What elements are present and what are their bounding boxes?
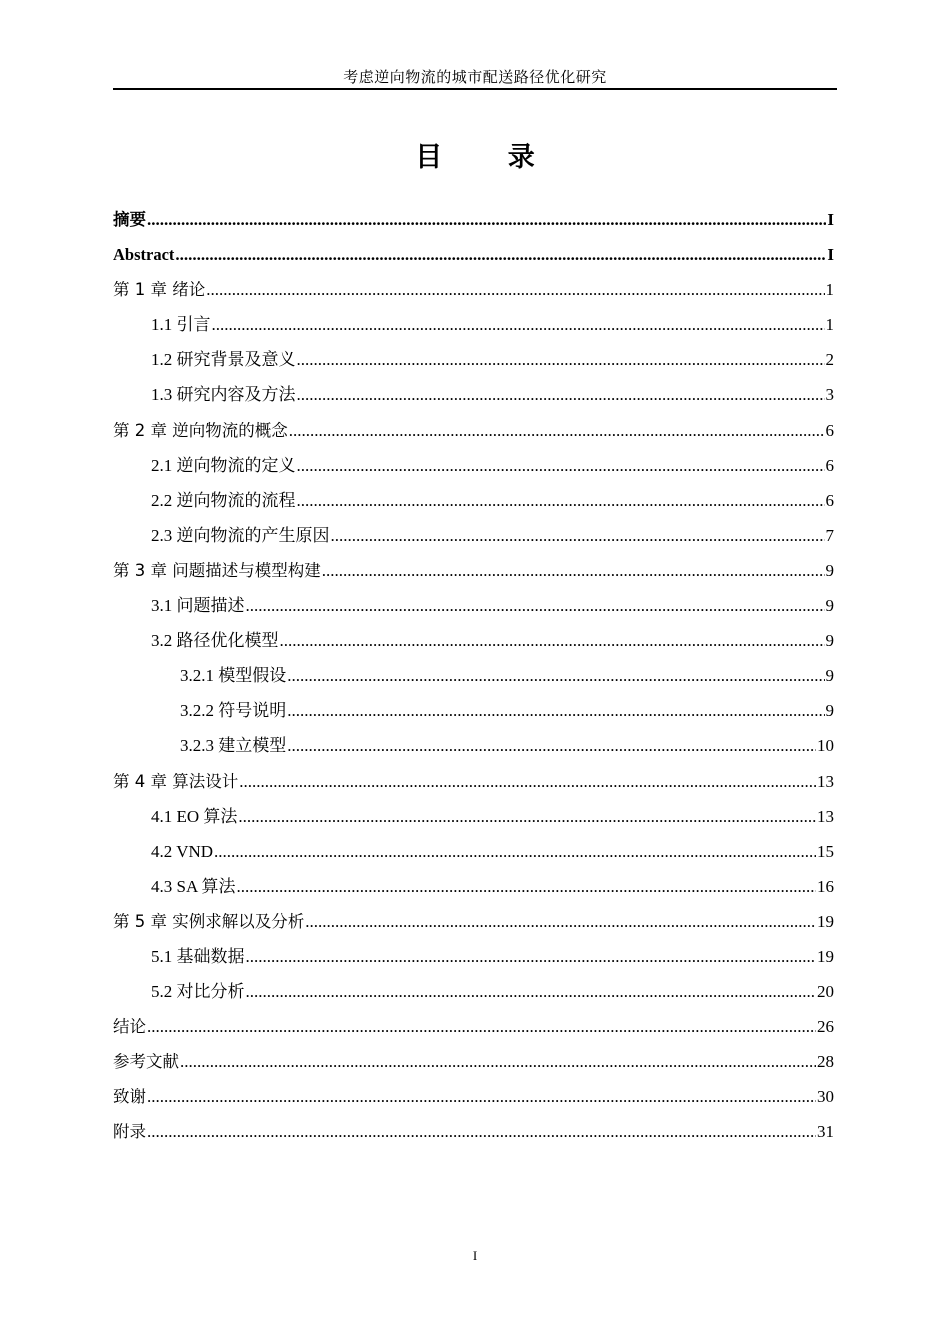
toc-entry-text: 3.2 路径优化模型 (151, 631, 279, 651)
toc-entry-text: 3.2.1 模型假设 (180, 666, 287, 686)
toc-page-number: I (827, 245, 834, 265)
running-header-title: 考虑逆向物流的城市配送路径优化研究 (343, 70, 607, 86)
toc-entry-chapter-5[interactable] (113, 904, 834, 939)
toc-dot-leader (331, 518, 825, 553)
toc-entry-section-5-1[interactable] (113, 939, 834, 974)
toc-dot-leader (238, 799, 816, 834)
toc-page-number: 6 (825, 420, 834, 440)
toc-dot-leader (287, 693, 824, 728)
toc-entry-text: 3.2.3 建立模型 (180, 736, 287, 756)
header-rule (113, 88, 837, 90)
toc-entry-abstract-en[interactable] (113, 237, 834, 272)
toc-entry-text: 第 5 章 实例求解以及分析 (113, 911, 305, 931)
toc-entry-section-3-1[interactable] (113, 588, 834, 623)
toc-entry-section-1-1[interactable] (113, 307, 834, 342)
toc-page-number: 16 (817, 876, 834, 896)
toc-entry-text: 5.2 对比分析 (151, 982, 245, 1002)
toc-entry-text: 1.2 研究背景及意义 (151, 350, 296, 370)
toc-entry-section-2-3[interactable] (113, 518, 834, 553)
toc-dot-leader (246, 939, 817, 974)
toc-page-number: 7 (825, 525, 834, 545)
toc-dot-leader (305, 904, 816, 939)
toc-page-number: 3 (825, 385, 834, 405)
toc-entry-text: 摘要 (113, 210, 146, 229)
toc-dot-leader (297, 483, 825, 518)
toc-entry-text: 参考文献 (113, 1052, 179, 1072)
toc-page-number: 9 (825, 701, 834, 721)
toc-page-number: 19 (817, 911, 834, 931)
toc-dot-leader (322, 553, 825, 588)
toc-page-number: 13 (817, 806, 834, 826)
toc-entry-text: 附录 (113, 1122, 146, 1142)
toc-entry-text: 第 1 章 绪论 (113, 280, 206, 300)
toc-dot-leader (246, 588, 825, 623)
toc-entry-text: 第 4 章 算法设计 (113, 771, 239, 791)
toc-page-number: 13 (817, 771, 834, 791)
toc-entry-text: 2.3 逆向物流的产生原因 (151, 525, 330, 545)
toc-page-number: 26 (817, 1017, 834, 1037)
toc-page-number: 28 (817, 1052, 834, 1072)
toc-dot-leader (147, 1009, 816, 1044)
toc-dot-leader (287, 728, 816, 763)
toc-entry-section-2-1[interactable] (113, 448, 834, 483)
toc-dot-leader (147, 1114, 816, 1149)
toc-page-number: 9 (825, 596, 834, 616)
toc-entry-chapter-4[interactable] (113, 764, 834, 799)
toc-dot-leader (297, 448, 825, 483)
toc-entry-text: Abstract (113, 245, 175, 265)
toc-entry-text: 第 3 章 问题描述与模型构建 (113, 560, 321, 580)
toc-page-number: 31 (817, 1122, 834, 1142)
toc-entry-text: 4.2 VND (151, 841, 214, 861)
toc-entry-chapter-1[interactable] (113, 272, 834, 307)
toc-page-number: 20 (817, 982, 834, 1002)
toc-entry-text: 3.2.2 符号说明 (180, 701, 287, 721)
toc-page-number: 1 (825, 315, 834, 335)
toc-entry-section-3-2[interactable] (113, 623, 834, 658)
toc-dot-leader (214, 834, 816, 869)
toc-entry-section-3-2-1[interactable] (113, 658, 834, 693)
toc-entry-section-4-2[interactable] (113, 834, 834, 869)
toc-dot-leader (297, 377, 825, 412)
toc-dot-leader (206, 272, 824, 307)
toc-entry-references[interactable] (113, 1044, 834, 1079)
table-of-contents (113, 202, 834, 1150)
toc-entry-chapter-3[interactable] (113, 553, 834, 588)
footer-page-number: I (472, 1248, 478, 1263)
toc-entry-conclusion[interactable] (113, 1009, 834, 1044)
toc-entry-text: 4.3 SA 算法 (151, 876, 236, 896)
toc-dot-leader (280, 623, 825, 658)
toc-dot-leader (180, 1044, 816, 1079)
toc-entry-chapter-2[interactable] (113, 413, 834, 448)
toc-entry-text: 第 2 章 逆向物流的概念 (113, 420, 288, 440)
toc-page-number: 10 (817, 736, 834, 756)
toc-dot-leader (289, 413, 825, 448)
toc-entry-section-3-2-2[interactable] (113, 693, 834, 728)
toc-page-number: 9 (825, 666, 834, 686)
toc-dot-leader (246, 974, 817, 1009)
toc-entry-text: 4.1 EO 算法 (151, 806, 238, 826)
toc-page-number: 15 (817, 841, 834, 861)
toc-dot-leader (239, 764, 816, 799)
toc-entry-section-5-2[interactable] (113, 974, 834, 1009)
toc-entry-text: 结论 (113, 1017, 146, 1037)
toc-entry-text: 2.1 逆向物流的定义 (151, 455, 296, 475)
toc-entry-text: 致谢 (113, 1087, 146, 1107)
toc-entry-text: 2.2 逆向物流的流程 (151, 490, 296, 510)
toc-entry-section-2-2[interactable] (113, 483, 834, 518)
toc-entry-section-1-2[interactable] (113, 342, 834, 377)
toc-entry-text: 1.3 研究内容及方法 (151, 385, 296, 405)
toc-page-number: 19 (817, 946, 834, 966)
toc-dot-leader (212, 307, 825, 342)
toc-entry-abstract-cn[interactable] (113, 202, 834, 237)
toc-page-number: 6 (825, 490, 834, 510)
toc-page-number: 9 (825, 560, 834, 580)
toc-page-number: 2 (825, 350, 834, 370)
toc-entry-section-4-1[interactable] (113, 799, 834, 834)
toc-page-number: 9 (825, 631, 834, 651)
toc-page-number: 1 (825, 280, 834, 300)
toc-dot-leader (297, 342, 825, 377)
toc-entry-text: 1.1 引言 (151, 315, 211, 335)
toc-dot-leader (175, 237, 826, 272)
toc-title: 目 录 (415, 142, 563, 173)
toc-entry-appendix[interactable] (113, 1114, 834, 1149)
toc-dot-leader (147, 202, 826, 237)
toc-page-number: I (827, 210, 834, 229)
toc-entry-section-4-3[interactable] (113, 869, 834, 904)
toc-entry-acknowledgements[interactable] (113, 1079, 834, 1114)
toc-page-number: 30 (817, 1087, 834, 1107)
toc-dot-leader (237, 869, 816, 904)
toc-entry-text: 3.1 问题描述 (151, 596, 245, 616)
toc-dot-leader (147, 1079, 816, 1114)
toc-page-number: 6 (825, 455, 834, 475)
toc-dot-leader (287, 658, 824, 693)
toc-entry-section-1-3[interactable] (113, 377, 834, 412)
toc-entry-text: 5.1 基础数据 (151, 946, 245, 966)
toc-entry-section-3-2-3[interactable] (113, 728, 834, 763)
